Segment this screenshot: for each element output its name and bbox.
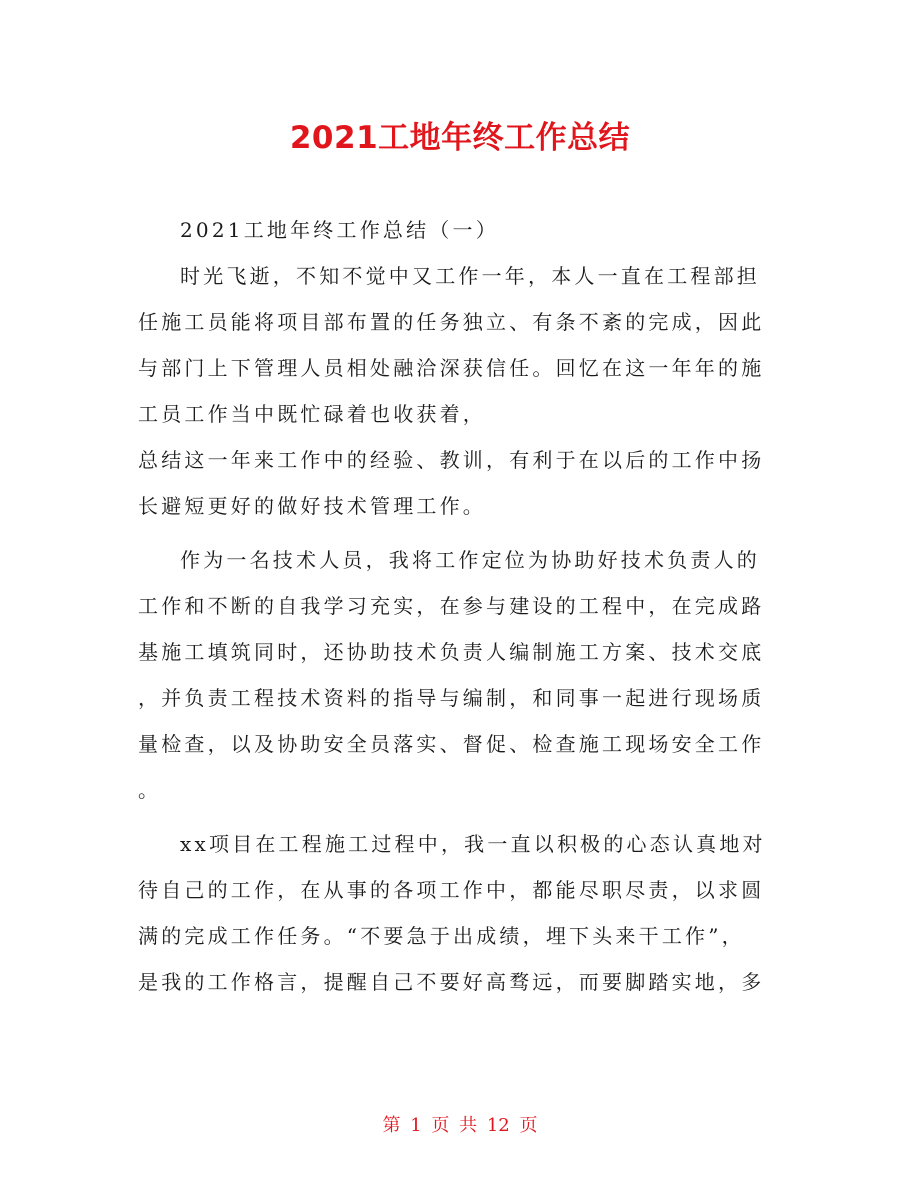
- paragraph-line: 时光飞逝，不知不觉中又工作一年，本人一直在工程部担: [180, 264, 760, 288]
- paragraph-line: xx项目在工程施工过程中，我一直以积极的心态认真地对: [180, 832, 766, 856]
- paragraph-line: 2021工地年终工作总结（一）: [180, 218, 499, 242]
- paragraph-line: 与部门上下管理人员相处融洽深获信任。回忆在这一年年的施: [138, 356, 765, 380]
- paragraph-line: 工员工作当中既忙碌着也收获着，: [138, 402, 486, 426]
- paragraph-line: 工作和不断的自我学习充实，在参与建设的工程中，在完成路: [138, 594, 765, 618]
- paragraph-line: 。: [138, 778, 162, 802]
- paragraph-line: 待自己的工作，在从事的各项工作中，都能尽职尽责，以求圆: [138, 878, 765, 902]
- paragraph-line: 基施工填筑同时，还协助技术负责人编制施工方案、技术交底: [138, 640, 765, 664]
- paragraph-line: 总结这一年来工作中的经验、教训，有利于在以后的工作中扬: [138, 448, 765, 472]
- paragraph-line: 任施工员能将项目部布置的任务独立、有条不紊的完成，因此: [138, 310, 765, 334]
- document-body: [138, 212, 786, 1010]
- paragraph-line: 满的完成工作任务。“不要急于出成绩，埋下头来干工作”，: [138, 924, 745, 948]
- paragraph-line: 量检查，以及协助安全员落实、督促、检查施工现场安全工作: [138, 732, 765, 756]
- page-footer: 第 1 页 共 12 页: [382, 1115, 538, 1136]
- paragraph-line: 长避短更好的做好技术管理工作。: [138, 494, 486, 518]
- paragraph-line: 是我的工作格言，提醒自己不要好高骛远，而要脚踏实地，多: [138, 970, 765, 994]
- paragraph-line: 作为一名技术人员，我将工作定位为协助好技术负责人的: [180, 548, 760, 572]
- paragraph-line: ，并负责工程技术资料的指导与编制，和同事一起进行现场质: [138, 686, 765, 710]
- document-title: 2021工地年终工作总结: [289, 120, 631, 156]
